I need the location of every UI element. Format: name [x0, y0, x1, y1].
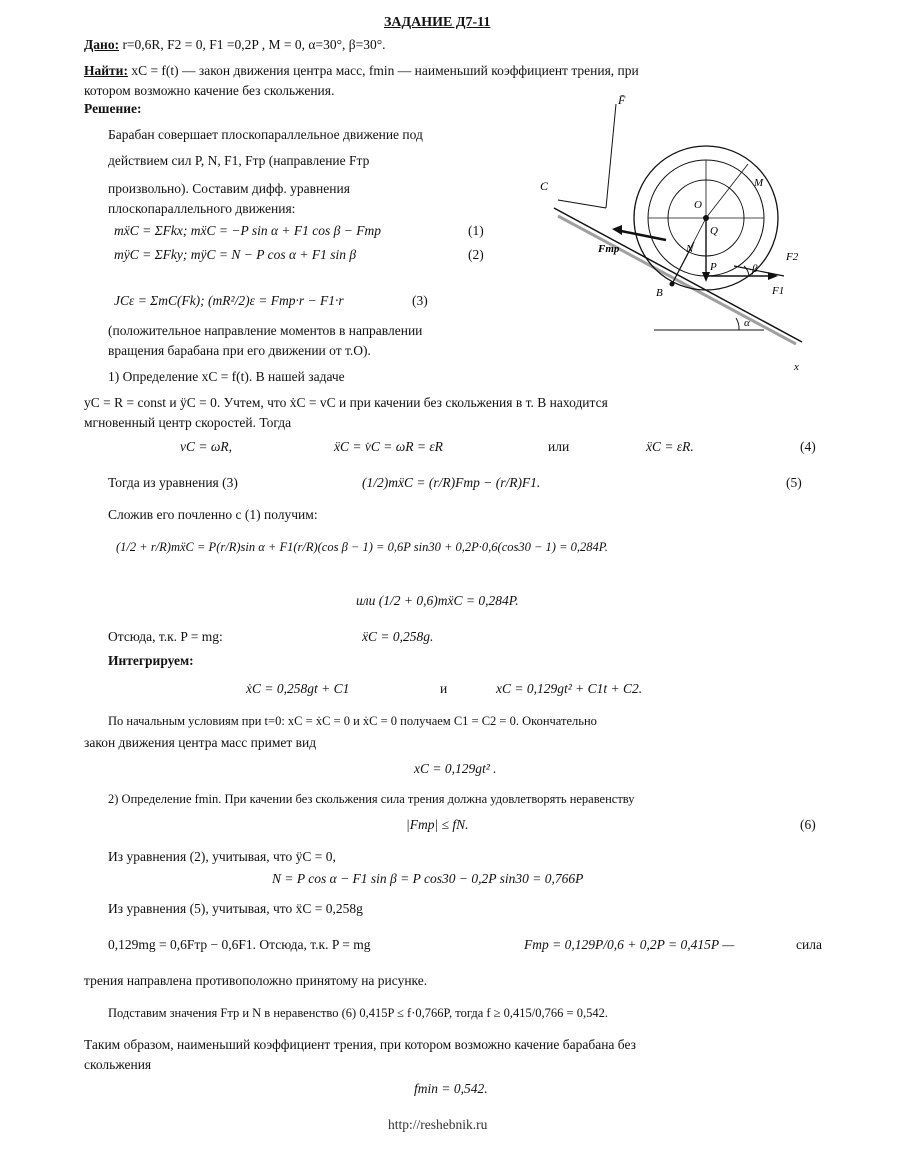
equation-2: mÿC = ΣFky; mÿC = N − P cos α + F1 sin β: [114, 247, 357, 262]
equation-8c: xC = 0,129gt² + C1t + C2.: [496, 681, 643, 696]
equation-13: fmin = 0,542.: [414, 1081, 488, 1096]
equation-4b: ẍC = v̇C = ω̇R = εR: [334, 439, 443, 454]
paragraph-7: Интегрируем:: [108, 653, 194, 668]
footer-url: http://reshebnik.ru: [388, 1117, 488, 1132]
paragraph-5: Сложив его почленно с (1) получим:: [108, 507, 318, 522]
page-title: ЗАДАНИЕ Д7-11: [384, 15, 491, 30]
point-o: [703, 215, 709, 221]
label-c: C: [540, 179, 549, 193]
label-beta: β: [752, 263, 758, 275]
label-ftr: Fтр: [598, 243, 620, 255]
find-text: xC = f(t) — закон движения центра масс, fmin — наименьший коэффициент трения, при: [131, 63, 639, 78]
label-n: N: [686, 243, 694, 255]
beta-arc: [744, 266, 749, 276]
equation-4a: vC = ωR,: [180, 439, 233, 454]
label-q: Q: [710, 225, 718, 237]
paragraph-11: Из уравнения (5), учитывая, что ẍC = 0,258g: [108, 901, 363, 916]
paragraph-8-line-1: По начальным условиям при t=0: xC = ẋC = 0 и ẋC = 0 получаем C1 = C2 = 0. Окончательно: [108, 714, 597, 728]
find-line: [84, 62, 639, 80]
point-b: [670, 282, 675, 287]
label-f: F̄: [618, 93, 626, 107]
paragraph-3-line-1: 1) Определение xC = f(t). В нашей задаче: [108, 369, 345, 384]
equation-5-number: (5): [786, 475, 802, 490]
equation-2-number: (2): [468, 247, 484, 262]
paragraph-2-line-2: вращения барабана при его движении от т.O).: [108, 343, 371, 358]
equation-4c: или: [548, 439, 570, 454]
incline-line: [554, 208, 802, 342]
arrow-p: [702, 272, 710, 282]
paragraph-10: Из уравнения (2), учитывая, что ÿC = 0,: [108, 849, 336, 864]
paragraph-1-line-3: произвольно). Составим дифф. уравнения: [108, 181, 350, 196]
find-line-2: котором возможно качение без скольжения.: [84, 83, 335, 98]
label-x: x: [794, 361, 799, 373]
label-o: O: [694, 199, 702, 211]
paragraph-3-line-2: [84, 394, 608, 412]
equation-6: (1/2 + r/R)mẍC = P(r/R)sin α + F1(r/R)(cos β − 1) = 0,6P sin30 + 0,2P·0,6(cos30 − 1) = 0,284P.: [116, 540, 608, 554]
given-label: Дано:: [84, 37, 120, 52]
equation-1: mẍC = ΣFkx; mẍC = −P sin α + F1 cos β − Fтр: [114, 223, 381, 238]
equation-10-number: (6): [800, 817, 816, 832]
given-line: [84, 36, 386, 54]
vector-fr: [616, 230, 666, 240]
paragraph-4: Тогда из уравнения (3): [108, 475, 238, 490]
solution-label: Решение:: [84, 101, 142, 116]
paragraph-3-line-3: мгновенный центр скоростей. Тогда: [84, 415, 292, 430]
label-f1: F1: [772, 285, 785, 297]
paragraph-13: Подставим значения Fтр и N в неравенство (6) 0,415P ≤ f·0,766P, тогда f ≥ 0,415/0,766 = 0,542.: [108, 1006, 608, 1020]
equation-3-number: (3): [412, 293, 428, 308]
equation-8a: ẋC = 0,258gt + C1: [246, 681, 350, 696]
given-text: r=0,6R, F2 = 0, F1 =0,2P , M = 0, α=30°, β=30°.: [122, 37, 386, 52]
equation-7: или (1/2 + 0,6)mẍC = 0,284P.: [356, 593, 519, 608]
find-label: Найти:: [84, 63, 128, 78]
force-f-vector: [606, 104, 616, 208]
equation-4-number: (4): [800, 439, 816, 454]
label-b: B: [656, 287, 663, 299]
equation-4d: ẍC = εR.: [646, 439, 694, 454]
arrow-fr: [612, 225, 622, 235]
mechanics-figure: [534, 90, 824, 380]
paragraph-14-line-1: Таким образом, наименьший коэффициент трения, при котором возможно качение барабана без: [84, 1037, 636, 1052]
alpha-arc: [736, 318, 739, 330]
label-p: P: [710, 261, 717, 273]
paragraph-12: трения направлена противоположно принятому на рисунке.: [84, 973, 428, 988]
label-alpha: α: [744, 317, 750, 329]
label-f2: F2: [786, 251, 799, 263]
paragraph-1-line-1: Барабан совершает плоскопараллельное движение под: [108, 127, 423, 142]
paragraph-9: 2) Определение fmin. При качении без скольжения сила трения должна удовлетворять неравенству: [108, 792, 635, 806]
paragraph-8-line-2: закон движения центра масс примет вид: [84, 735, 317, 750]
paragraph-2-line-1: (положительное направление моментов в направлении: [108, 323, 423, 338]
label-m: M: [754, 177, 764, 189]
equation-12a: 0,129mg = 0,6Fтр − 0,6F1. Отсюда, т.к. P = mg: [108, 937, 371, 952]
paragraph-3-text: yC = R = const и ÿC = 0. Учтем, что ẋC = vC и при качении без скольжения в т. B находится: [84, 395, 608, 410]
paragraph-1-line-2: действием сил P, N, F1, Fтр (направление Fтр: [108, 153, 370, 168]
equation-5: (1/2)mẍC = (r/R)Fтр − (r/R)F1.: [362, 475, 541, 490]
equation-12b: Fтр = 0,129P/0,6 + 0,2P = 0,415P —: [524, 937, 735, 952]
equation-10: |Fтр| ≤ fN.: [406, 817, 469, 832]
paragraph-6b: ẍC = 0,258g.: [362, 629, 434, 644]
equation-1-number: (1): [468, 223, 484, 238]
incline-hatch: [558, 216, 796, 344]
equation-9: xC = 0,129gt² .: [414, 761, 497, 776]
equation-11: N = P cos α − F1 sin β = P cos30 − 0,2P sin30 = 0,766P: [272, 871, 584, 886]
equation-12c: сила: [796, 937, 822, 952]
paragraph-6a: Отсюда, т.к. P = mg:: [108, 629, 223, 644]
equation-3: JCε = ΣmC(Fk); (mR²/2)ε = Fтр·r − F1·r: [114, 293, 344, 308]
rope-line: [558, 200, 606, 208]
radius-oblique: [706, 164, 748, 218]
paragraph-14-line-2: скольжения: [84, 1057, 152, 1072]
equation-8b: и: [440, 681, 448, 696]
paragraph-1-line-4: плоскопараллельного движения:: [108, 201, 296, 216]
